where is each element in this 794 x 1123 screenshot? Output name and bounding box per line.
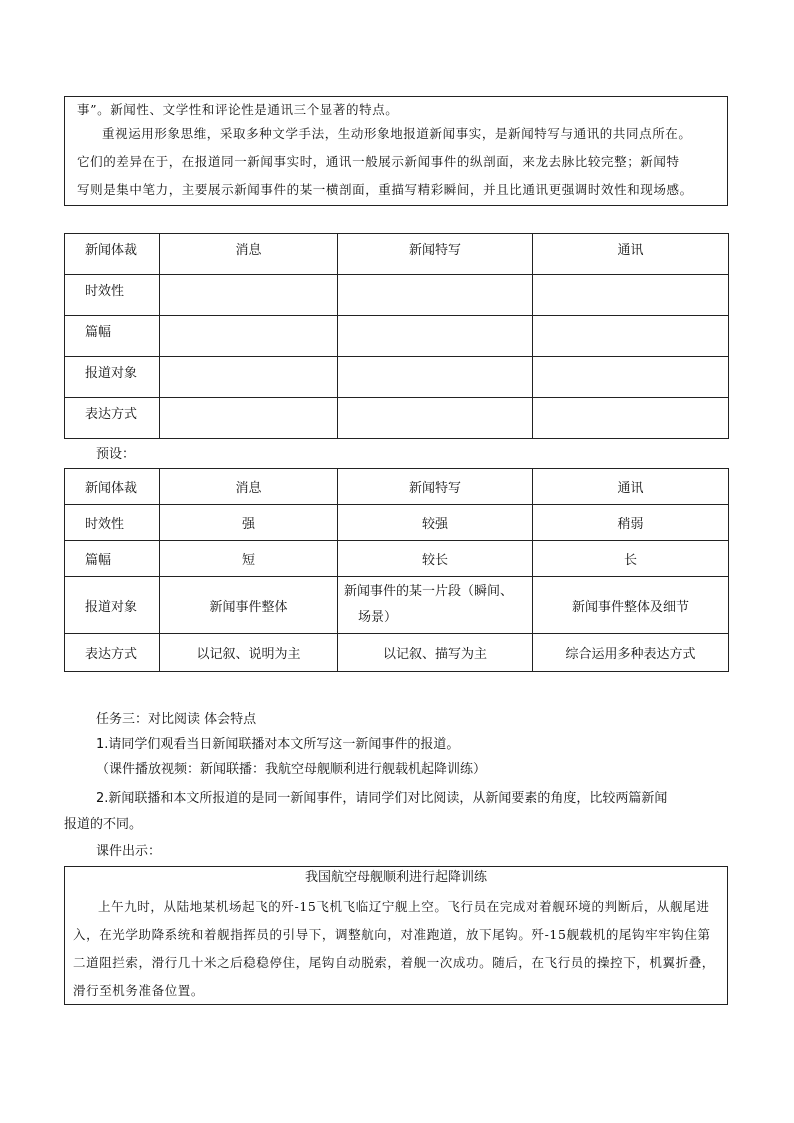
table-row [65,577,729,634]
table-cell: 新闻特写 [338,469,533,505]
table-row [65,357,729,398]
table-cell-empty [533,316,729,357]
table-row [65,275,729,316]
table-cell: 新闻体裁 [65,234,160,275]
text-box-news [64,866,728,1005]
table-cell-empty [533,357,729,398]
table-cell-empty [338,398,533,439]
intro-line-2: 重视运用形象思维，采取多种文学手法，生动形象地报道新闻事实，是新闻特写与通讯的共同点所在。 [102,126,692,141]
news-title: 我国航空母舰顺利进行起降训练 [304,870,487,885]
table-cell: 较长 [338,541,533,577]
intro-line-1: 事”。新闻性、文学性和评论性是通讯三个显著的特点。 [77,102,399,117]
table-cell: 以记叙、描写为主 [338,634,533,672]
task-item-1-note: （课件播放视频：新闻联播：我航空母舰顺利进行舰载机起降训练） [96,762,487,777]
task-item-2-line-1: 2.新闻联播和本文所报道的是同一新闻事件，请同学们对比阅读，从新闻要素的角度，比较两篇新闻 [96,791,668,806]
table-cell: 短 [160,541,338,577]
table-cell-empty [533,398,729,439]
table-cell: 通讯 [533,469,729,505]
cell-line: 场景） [358,610,398,625]
table-cell: 消息 [160,234,338,275]
table-cell: 新闻事件整体 [160,577,338,634]
table-cell: 时效性 [65,505,160,541]
table-cell-empty [338,316,533,357]
table-cell: 表达方式 [65,634,160,672]
table-cell: 新闻特写 [338,234,533,275]
table-cell: 新闻体裁 [65,469,160,505]
table-cell: 消息 [160,469,338,505]
table-cell: 篇幅 [65,541,160,577]
table-cell: 综合运用多种表达方式 [533,634,729,672]
table-cell: 篇幅 [65,316,160,357]
text-box-intro [64,96,728,206]
table-cell: 通讯 [533,234,729,275]
table-cell-empty [338,357,533,398]
table-cell: 时效性 [65,275,160,316]
table-row [65,398,729,439]
table-cell-empty [338,275,533,316]
courseware-label: 课件出示： [96,844,162,859]
intro-line-4: 写则是集中笔力，主要展示新闻事件的某一横剖面，重描写精彩瞬间，并且比通讯更强调时效性和现场感。 [77,182,693,197]
cell-line: 新闻事件的某一片段（瞬间、 [344,584,514,599]
table-header-row [65,469,729,505]
intro-line-3: 它们的差异在于，在报道同一新闻事实时，通讯一般展示新闻事件的纵剖面，来龙去脉比较完整；新闻特 [77,154,680,169]
table-cell-empty [160,357,338,398]
table-cell: 较强 [338,505,533,541]
table-cell-empty [160,398,338,439]
table-row [65,541,729,577]
table-row [65,505,729,541]
table-cell: 报道对象 [65,577,160,634]
task-title: 任务三：对比阅读 体会特点 [96,712,257,727]
preset-label: 预设： [96,447,136,462]
table-cell: 以记叙、说明为主 [160,634,338,672]
table-cell: 表达方式 [65,398,160,439]
news-body: 上午九时，从陆地某机场起飞的歼-15飞机飞临辽宁舰上空。飞行员在完成对着舰环境的判断后，从舰尾进入，在光学助降系统和着舰指挥员的引导下，调整航向，对准跑道，放下尾钩。歼-15舰载机的尾钩牢牢钩住第二道阻拦索，滑行几十米之后稳稳停住，尾钩自动脱索，着舰一次成功。随后，在飞行员的操控下，机翼折叠，滑行至机务准备位置。 [73,899,715,998]
table-cell: 强 [160,505,338,541]
task-item-2-line-2: 报道的不同。 [64,817,143,832]
table-header-row [65,234,729,275]
task-item-1: 1.请同学们观看当日新闻联播对本文所写这一新闻事件的报道。 [96,737,460,752]
table-row [65,634,729,672]
table-cell-empty [533,275,729,316]
table-cell: 新闻事件整体及细节 [533,577,729,634]
table-cell-empty [160,316,338,357]
table-cell: 报道对象 [65,357,160,398]
table-row [65,316,729,357]
table-cell: 长 [533,541,729,577]
table-cell-empty [160,275,338,316]
table-cell [338,577,533,634]
table-cell: 稍弱 [533,505,729,541]
answer-comparison-table [64,468,729,672]
blank-comparison-table [64,233,729,439]
